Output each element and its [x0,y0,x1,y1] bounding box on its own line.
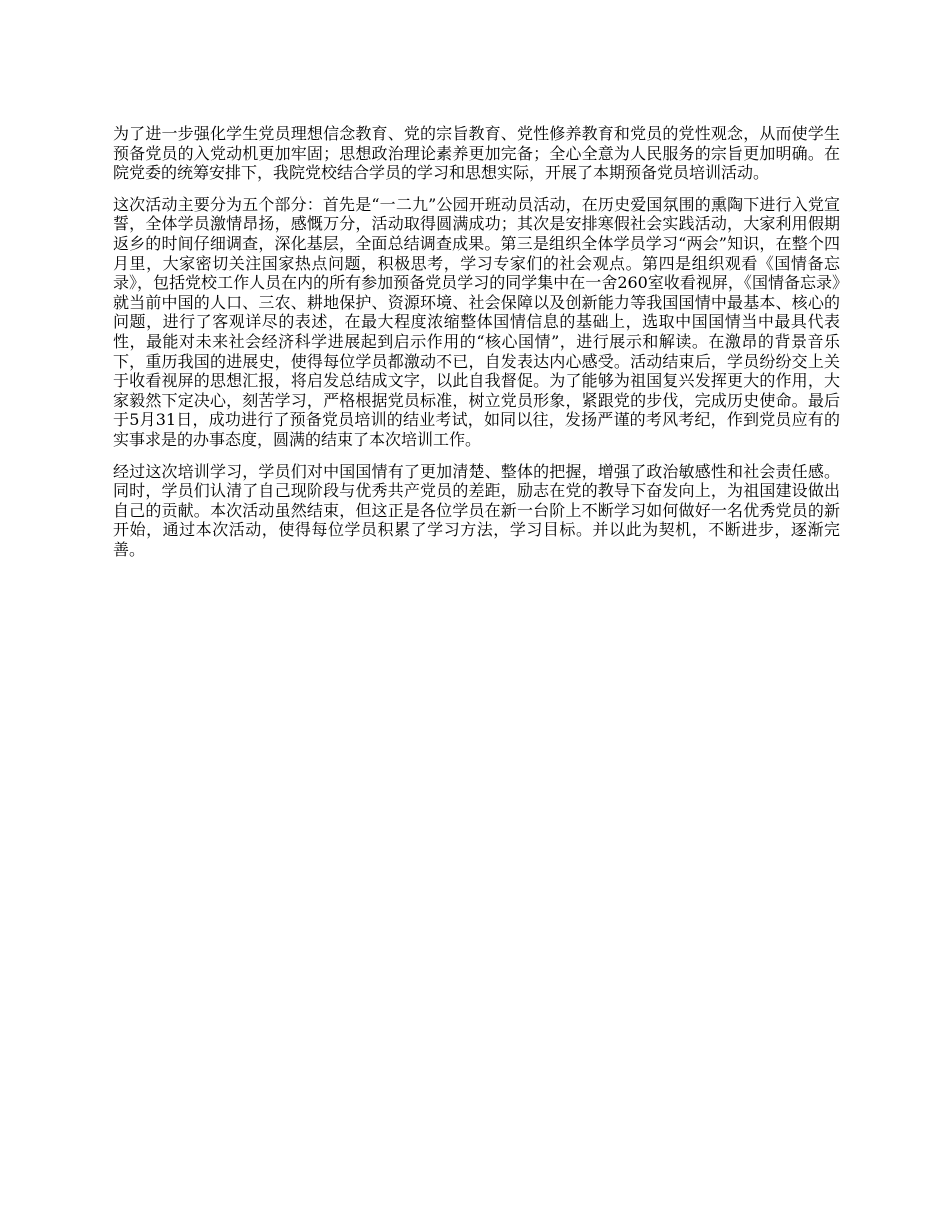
document-body [113,124,840,571]
paragraph-conclusion: 经过这次培训学习，学员们对中国国情有了更加清楚、整体的把握，增强了政治敏感性和社会责任感。同时，学员们认清了自己现阶段与优秀共产党员的差距，励志在党的教导下奋发向上，为祖国建设做出自己的贡献。本次活动虽然结束，但这正是各位学员在新一台阶上不断学习如何做好一名优秀党员的新开始，通过本次活动，使得每位学员积累了学习方法，学习目标。并以此为契机，不断进步，逐渐完善。 [113,461,840,559]
paragraph-activities: 这次活动主要分为五个部分：首先是“一二九”公园开班动员活动，在历史爱国氛围的熏陶下进行入党宣誓，全体学员激情昂扬，感慨万分，活动取得圆满成功；其次是安排寒假社会实践活动，大家利用假期返乡的时间仔细调查，深化基层，全面总结调查成果。第三是组织全体学员学习“两会”知识，在整个四月里，大家密切关注国家热点问题，积极思考，学习专家们的社会观点。第四是组织观看《国情备忘录》，包括党校工作人员在内的所有参加预备党员学习的同学集中在一舍260室收看视屏，《国情备忘录》就当前中国的人口、三农、耕地保护、资源环境、社会保障以及创新能力等我国国情中最基本、核心的问题，进行了客观详尽的表述，在最大程度浓缩整体国情信息的基础上，选取中国国情当中最具代表性，最能对未来社会经济科学进展起到启示作用的“核心国情”，进行展示和解读。在激昂的背景音乐下，重历我国的进展史，使得每位学员都激动不已，自发表达内心感受。活动结束后，学员纷纷交上关于收看视屏的思想汇报，将启发总结成文字，以此自我督促。为了能够为祖国复兴发挥更大的作用，大家毅然下定决心，刻苦学习，严格根据党员标准，树立党员形象，紧跟党的步伐，完成历史使命。最后于5月31日，成功进行了预备党员培训的结业考试，如同以往，发扬严谨的考风考纪，作到党员应有的实事求是的办事态度，圆满的结束了本次培训工作。 [113,194,840,449]
paragraph-intro: 为了进一步强化学生党员理想信念教育、党的宗旨教育、党性修养教育和党员的党性观念，从而使学生预备党员的入党动机更加牢固；思想政治理论素养更加完备；全心全意为人民服务的宗旨更加明确。在院党委的统筹安排下，我院党校结合学员的学习和思想实际，开展了本期预备党员培训活动。 [113,124,840,183]
